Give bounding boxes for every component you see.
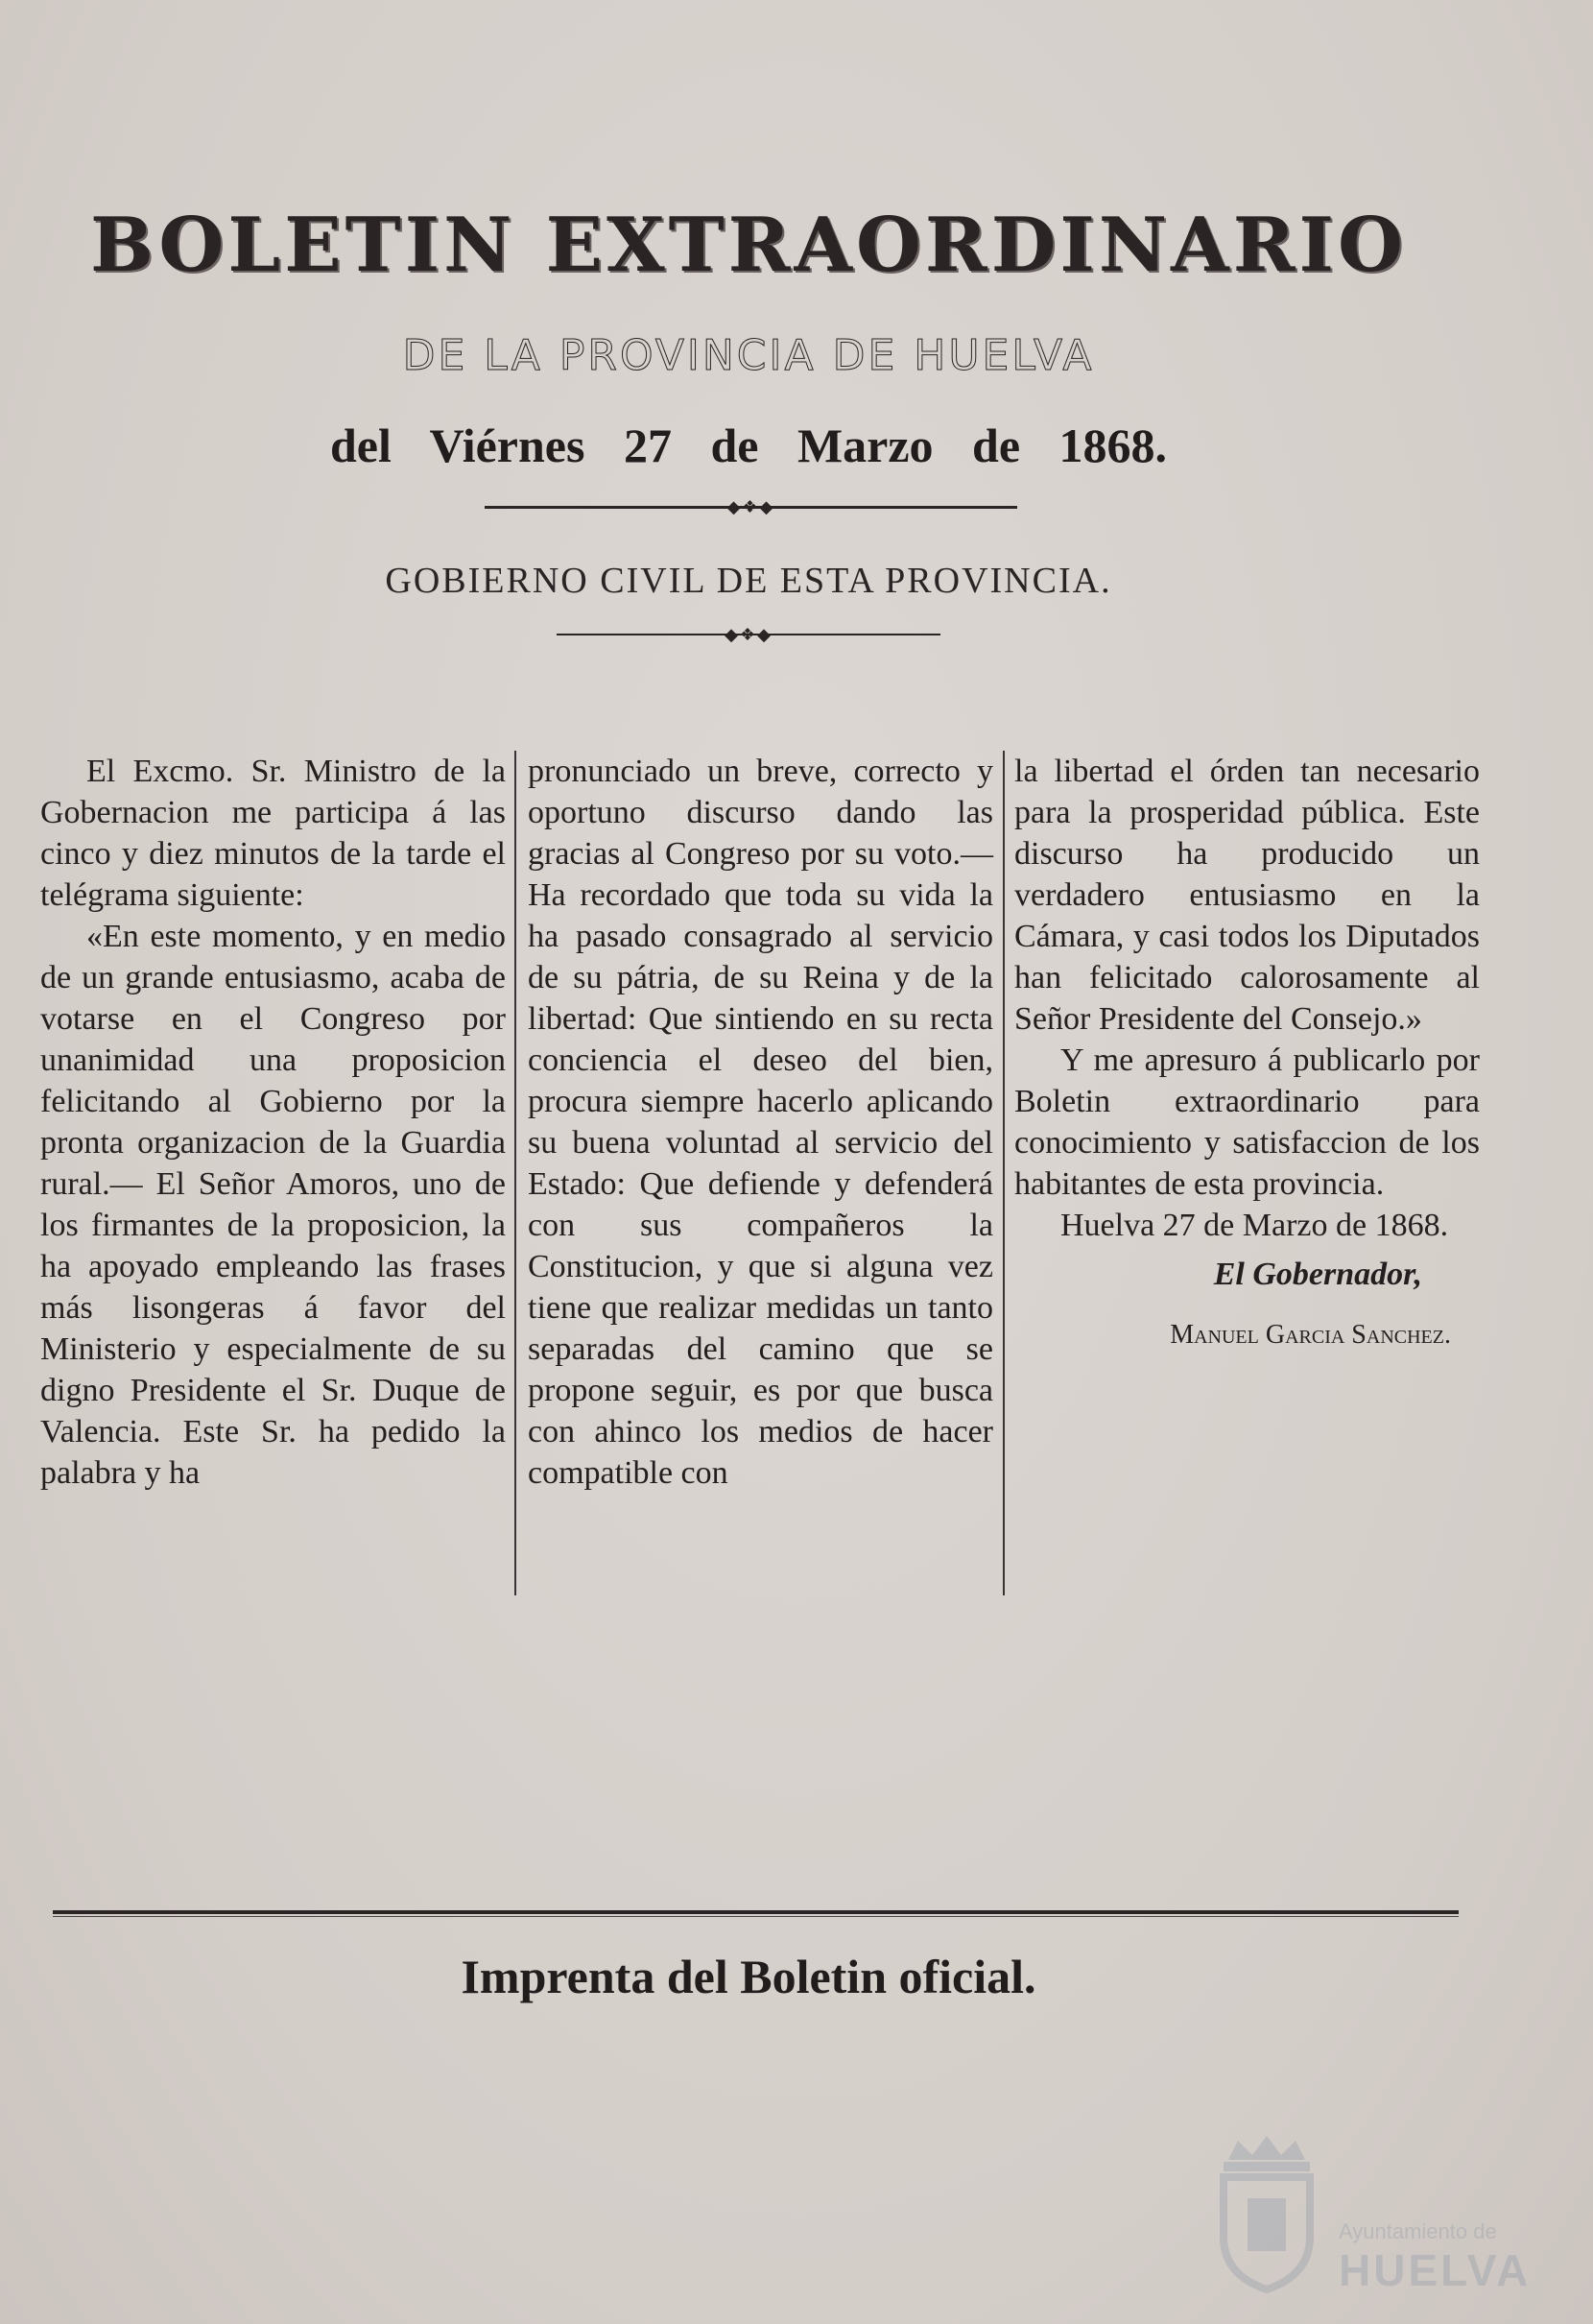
watermark (1190, 2131, 1535, 2294)
signature-title: El Gobernador, (1213, 1257, 1422, 1292)
signature-name: Manuel Garcia Sanchez. (1170, 1320, 1451, 1350)
paragraph: la libertad el órden tan necesario para la prosperidad pública. Este discurso ha producido un verdadero entusiasmo en la Cámara, y casi todos los Diputados han felicitado calorosamente al Señor Presidente del Consejo.» (1014, 754, 1480, 1037)
paragraph: El Excmo. Sr. Ministro de la Gobernacion me participa á las cinco y diez minutos de la tarde el telégrama siguiente: (40, 754, 506, 913)
masthead-title: BOLETIN EXTRAORDINARIO (90, 202, 1407, 289)
footer-rule (53, 1910, 1459, 1914)
paragraph: pronunciado un breve, correcto y oportuno discurso dando las gracias al Congreso por su voto.—Ha recordado que toda su vida la ha pasado consagrado al servicio de su pátria, de su Reina y de la libertad: Que sintiendo en su recta conciencia el deseo del bien, procura siempre hacerlo aplicando su buena voluntad al servicio del Estado: Que defiende y defenderá con sus compañeros la Constitucion, y que si alguna vez tiene que realizar medidas un tanto separadas del camino que se propone seguir, es por que busca con ahinco los medios de hacer compatible con (528, 754, 993, 1491)
dateline-closing: Huelva 27 de Marzo de 1868. (1060, 1208, 1449, 1243)
column-divider (514, 751, 516, 1595)
watermark-line-2: HUELVA (1339, 2245, 1532, 2295)
paragraph: «En este momento, y en medio de un grande entusiasmo, acaba de votarse en el Congreso por unanimidad una proposicion felicitando al Gobierno por la pronta organizacion de la Guardia rural.— El Señor Amoros, uno de los firmantes de la proposicion, la ha apoyado empleando las frases más lisongeras á favor del Ministerio y especialmente de su digno Presidente el Sr. Duque de Valencia. Este Sr. ha pedido la palabra y ha (40, 919, 506, 1491)
ornamental-divider-section (557, 625, 940, 644)
imprint-line: Imprenta del Boletin oficial. (461, 1950, 1036, 2003)
article-columns (40, 751, 1485, 1595)
coat-of-arms-icon (1200, 2131, 1334, 2294)
watermark-line-1: Ayuntamiento de (1339, 2219, 1497, 2243)
masthead-subtitle: DE LA PROVINCIA DE HUELVA (402, 331, 1095, 380)
ornamental-divider-top (485, 497, 1017, 516)
divider-ornament-icon: ◆❖◆ (726, 497, 775, 516)
divider-ornament-icon: ◆❖◆ (725, 625, 773, 644)
article-column-2 (528, 751, 993, 1494)
article-column-1 (40, 751, 506, 1494)
article-column-3 (1014, 751, 1480, 1355)
date-line: del Viérnes 27 de Marzo de 1868. (329, 419, 1168, 472)
footer-rule-thin (53, 1916, 1459, 1917)
section-title: GOBIERNO CIVIL DE ESTA PROVINCIA. (385, 561, 1112, 601)
column-divider (1003, 751, 1005, 1595)
paragraph: Y me apresuro á publicarlo por Boletin extraordinario para conocimiento y satisfaccion de los habitantes de esta provincia. (1014, 1042, 1480, 1202)
